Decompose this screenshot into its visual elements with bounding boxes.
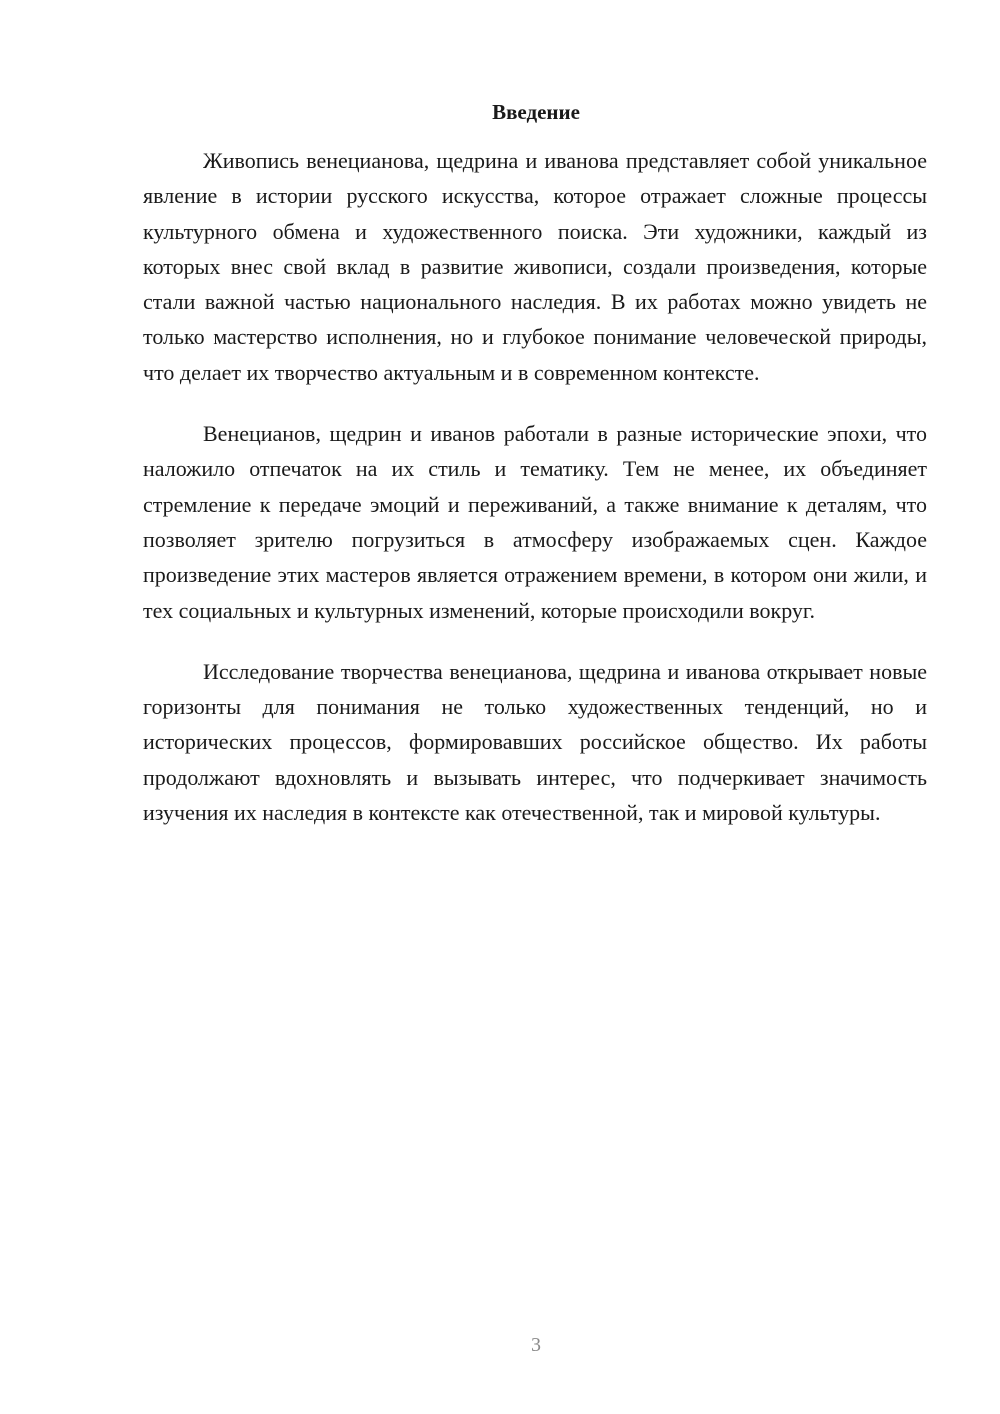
body-text: [143, 143, 927, 856]
paragraph: Исследование творчества венецианова, щедрина и иванова открывает новые горизонты для понимания не только художественных тенденций, но и исторических процессов, формировавших российское общество. Их работы продолжают вдохновлять и вызывать интерес, что подчеркивает значимость изучения их наследия в контексте как отечественной, так и мировой культуры.: [143, 658, 927, 826]
paragraph: Венецианов, щедрин и иванов работали в разные исторические эпохи, что наложило отпечаток на их стиль и тематику. Тем не менее, их объединяет стремление к передаче эмоций и переживаний, а также внимание к деталям, что позволяет зрителю погрузиться в атмосферу изображаемых сцен. Каждое произведение этих мастеров является отражением времени, в котором они жили, и тех социальных и культурных изменений, которые происходили вокруг.: [143, 421, 927, 623]
page-title: Введение: [492, 100, 580, 124]
page-number: 3: [531, 1334, 541, 1356]
paragraph: Живопись венецианова, щедрина и иванова представляет собой уникальное явление в истории русского искусства, которое отражает сложные процессы культурного обмена и художественного поиска. Эти художники, каждый из которых внес свой вклад в развитие живописи, создали произведения, которые стали важной частью национального наследия. В их работах можно увидеть не только мастерство исполнения, но и глубокое понимание человеческой природы, что делает их творчество актуальным и в современном контексте.: [143, 148, 927, 385]
